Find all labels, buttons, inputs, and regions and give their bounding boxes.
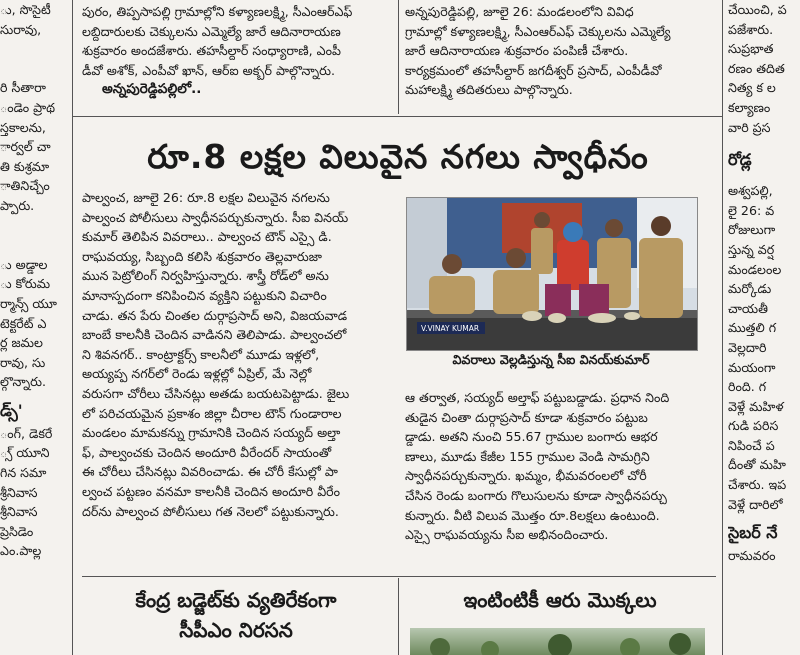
story-top-rule [72, 116, 722, 117]
text-line: ని శివనగర్.. కాంట్రాక్టర్స్ కాలనీలో మూడు ఇళ్లలో, [82, 346, 320, 362]
text-line: చేయించి, ప [728, 2, 787, 17]
text-line: ార్వల్ చా [0, 139, 51, 155]
text-line [0, 235, 68, 255]
right-column-text-2 [728, 181, 800, 514]
text-line: కార్యక్రమంలో తహసీల్దార్ జగదీశ్వర్ ప్రసాద్, ఎంపీడీవో [405, 62, 662, 78]
text-line: దీంతో మహి [728, 457, 786, 473]
plants-photo-image [410, 628, 705, 655]
text-line [0, 59, 68, 79]
text-line: ల్వంచ పట్టణం వనమా కాలనీకి చెందిన అందూరి వీరేం [82, 483, 341, 499]
right-column-subhead: రోడ్ల [728, 150, 752, 170]
text-line: సురావు, [0, 21, 42, 37]
text-line: ప్పారు. [0, 197, 35, 213]
text-line: పాల్వంచ, జూలై 26: రూ.8 లక్షల విలువైన నగలను [82, 190, 330, 205]
text-line: ఎం.పాల్ల [0, 543, 42, 559]
column-rule-left [72, 0, 73, 655]
text-line: రణం తదిత [728, 60, 785, 76]
text-line: స్తకాలను, [0, 119, 46, 135]
left-column-subhead: డ్స్' [0, 400, 23, 420]
text-line: ముత్తలి గ [728, 320, 777, 336]
column-rule-right [722, 0, 723, 655]
text-line: ్స్ యూని [0, 445, 50, 461]
text-line: స్వాధీనపర్చుకున్నారు. ఖమ్మం, భీమవరంలలో చోరీ [405, 468, 647, 484]
text-line: నిత్య క ల [728, 80, 776, 96]
top-story-a [82, 2, 388, 114]
text-line: లో పరిచయమైన ప్రకాశం జిల్లా చీరాల టౌన్ గుండారాల [82, 405, 342, 421]
text-line: ు కోరుమ [0, 276, 51, 292]
text-line: రింది. గ [728, 379, 767, 395]
column-rule-center [398, 0, 399, 114]
text-line: చాయతీ [728, 300, 768, 316]
text-line: సుప్రభాత [728, 41, 774, 57]
photo-caption: వివరాలు వెల్లడిస్తున్న సీఐ వినయ్‌కుమార్ [452, 352, 650, 367]
text-line: లబ్దిదారులకు చెక్కులను ఎమ్మెల్యే జారే ఆదినారాయణ [82, 23, 341, 39]
text-line: రోజులుగా [728, 222, 776, 238]
text-line: ఆ తర్వాత, సయ్యద్ అల్తాఫ్ పట్టుబడ్డాడు. ప్రధాన నింది [405, 390, 670, 405]
text-line [0, 39, 68, 59]
text-line: జారే ఆదినారాయణ శుక్రవారం పంపిణీ చేశారు. [405, 43, 629, 59]
column-rule-center-lower [398, 578, 399, 655]
text-line: చేసిన రెండు బంగారు గొలుసులను కూడా స్వాధీనపర్చు [405, 487, 667, 503]
text-line: మండలంల [728, 261, 782, 277]
right-column [728, 0, 800, 655]
text-line: టెక్టరేట్ ఎ [0, 315, 47, 331]
text-line: కుమార్ తెలిపిన వివరాలు.. పాల్వంచ టౌన్ ఎస్సై డి. [82, 229, 332, 245]
left-column-text-2 [0, 424, 68, 561]
left-column-text [0, 0, 68, 392]
text-line [0, 216, 68, 236]
top-story-a-dateline: అన్నపురెడ్డిపల్లిలో.. [102, 81, 202, 98]
story-body-left [82, 188, 394, 568]
text-line: రాఘవయ్య, సిబ్బంది కలిసి శుక్రవారం తెల్లవారుజా [82, 248, 322, 264]
text-line: డీవో అశోక్, ఎంపీవో ఖాన్, ఆర్ఐ అక్బర్ పాల్గొన్నారు. [82, 62, 335, 78]
text-line: ంగ్, డెకరే [0, 425, 53, 441]
news-photo [406, 197, 698, 351]
text-line: పజేశారు. [728, 21, 774, 37]
text-line: కున్నారు. వీటి విలువ మొత్తం రూ.8లక్షలు ఉంటుంది. [405, 507, 660, 523]
text-line: శ్రీనివాస [0, 504, 38, 520]
text-line: రావు, సు [0, 354, 46, 370]
text-line: గ్రామాల్లో కళ్యాణలక్ష్మి, సీఎంఆర్ఎఫ్ చెక్కులను ఎమ్మెల్యే [405, 23, 671, 39]
text-line: శ్రీనివాస [0, 484, 38, 500]
text-line: ు అడ్డాల [0, 256, 48, 272]
text-line: మయంగా [728, 359, 776, 375]
text-line: అశ్వపల్లి, [728, 183, 773, 199]
text-line: చాడు. తన పేరు చింతల దుర్గాప్రసాద్ అని, విజయవాడ [82, 307, 348, 323]
text-line: తుడైన చింతా దుర్గాప్రసాద్ కూడా శుక్రవారం పట్టుబ [405, 409, 648, 425]
text-line: అయ్యప్ప నగర్‌లో రెండు ఇళ్లల్లో ఏప్రిల్, మే నెల్లో [82, 366, 312, 382]
text-line: ల్గొన్నారు. [0, 374, 46, 390]
text-line: ణాలు, మూడు కేజీల 155 గ్రాముల వెండి సామగ్రిని [405, 448, 650, 464]
subhead-budget-protest [86, 585, 386, 645]
plants-photo [410, 628, 705, 655]
top-story-b-text [405, 2, 717, 100]
subhead-budget-protest-line1: కేంద్ర బడ్జెట్‌కు వ్యతిరేకంగా [135, 588, 337, 612]
text-line: స్తున్న వర్ష [728, 241, 775, 257]
text-line: డ్డాడు. అతని నుంచి 55.67 గ్రాముల బంగారు ఆభర [405, 429, 658, 445]
text-line: వారి ప్రస [728, 119, 771, 135]
text-line: దర్‌ను పాల్వంచ పోలీసులు గత నెలలో పట్టుకున్నారు. [82, 503, 339, 519]
text-line: గిన సమా [0, 465, 47, 481]
text-line: ఈ చోరీలు చేసినట్లు వివరించాడు. ఈ చోరీ కేసుల్లో పా [82, 464, 338, 480]
text-line: ాతినిచ్చేం [0, 178, 50, 194]
text-line: లై 26: వ [728, 202, 775, 218]
text-line: శుక్రవారం అందజేశారు. తహసీల్దార్ సంధ్యారాణి, ఎంపీ [82, 43, 341, 59]
top-story-b [405, 2, 717, 114]
photo-nameplate: V.VINAY KUMAR [421, 324, 480, 333]
text-line: రి సీతారా [0, 80, 46, 96]
text-line: ు, సొసైటీ [0, 2, 51, 17]
text-line: తి కుశ్రమా [0, 158, 50, 174]
text-line: చేశారు. ఇప [728, 477, 787, 493]
text-line: మర్కోడు [728, 281, 772, 297]
text-line: పురం, తిప్పసాపల్లి గ్రామాల్లోని కళ్యాణలక్ష్మి, సీఎంఆర్ఎఫ్ [82, 4, 353, 19]
text-line: అన్నపురెడ్డిపల్లి, జూలై 26: మండలంలోని వివిధ [405, 4, 634, 19]
story-bottom-rule [82, 576, 716, 577]
story-body-right-text [405, 388, 717, 545]
text-line: మున పెట్రోలింగ్ నిర్వహిస్తున్నారు. శాస్త్రీ రోడ్‌లో అను [82, 268, 329, 284]
subhead-six-plants: ఇంటింటికీ ఆరు మొక్కలు [463, 588, 657, 612]
text-line: వెళ్లే మహిళ [728, 398, 784, 414]
text-line: రామవరం [728, 548, 776, 564]
main-headline: రూ.8 లక్షల విలువైన నగలు స్వాధీనం [147, 137, 649, 176]
story-body-left-text [82, 188, 394, 521]
right-column-subhead-2: సైబర్ నే [728, 523, 778, 543]
police-press-photo [407, 198, 697, 350]
text-line: వెల్లదారి [728, 339, 767, 355]
text-line: వెళ్లే దారిలో [728, 496, 783, 512]
text-line: ండెం ప్రాథ [0, 99, 56, 115]
text-line: మహాలక్ష్మి తదితరులు పాల్గొన్నారు. [405, 82, 573, 98]
text-line: మానాస్పదంగా కనిపించిన వ్యక్తిని పట్టుకుని విచారిం [82, 287, 327, 303]
story-body-right [405, 388, 717, 568]
text-line: వరుసగా చోరీలు చేసినట్లు అతడు బయటపెట్టాడు. జైలు [82, 385, 350, 401]
top-story-a-text [82, 2, 388, 80]
left-column [0, 0, 68, 655]
text-line: ర్మాన్స్ యూ [0, 295, 57, 311]
text-line: బాంబే కాలనీకి చెందిన వాడినని తెలిపాడు. పాల్వంచలో [82, 327, 347, 343]
text-line: ర్ల జమల [0, 335, 43, 351]
text-line: గుడి పరిస [728, 418, 779, 434]
text-line: ఫ్, పాల్వంచకు చెందిన అందూరి వీరేందర్ సాయంతో [82, 444, 332, 460]
text-line: పాల్వంచ పోలీసులు స్వాధీనపర్చుకున్నారు. సీఐ వినయ్ [82, 209, 349, 225]
subhead-budget-protest-line2: సీపీఎం నిరసన [179, 618, 293, 642]
text-line: ప్రెసిడెం [0, 523, 34, 539]
right-column-text-3 [728, 546, 800, 566]
right-column-text [728, 0, 800, 137]
text-line: కల్యాణం [728, 99, 771, 115]
text-line: ఎస్సై రాఘవయ్యను సీఐ అభినందించారు. [405, 527, 609, 543]
text-line: నిపించే ప [728, 437, 775, 453]
text-line: మండలం మామకన్ను గ్రామానికి చెందిన సయ్యద్ అల్తా [82, 425, 341, 441]
